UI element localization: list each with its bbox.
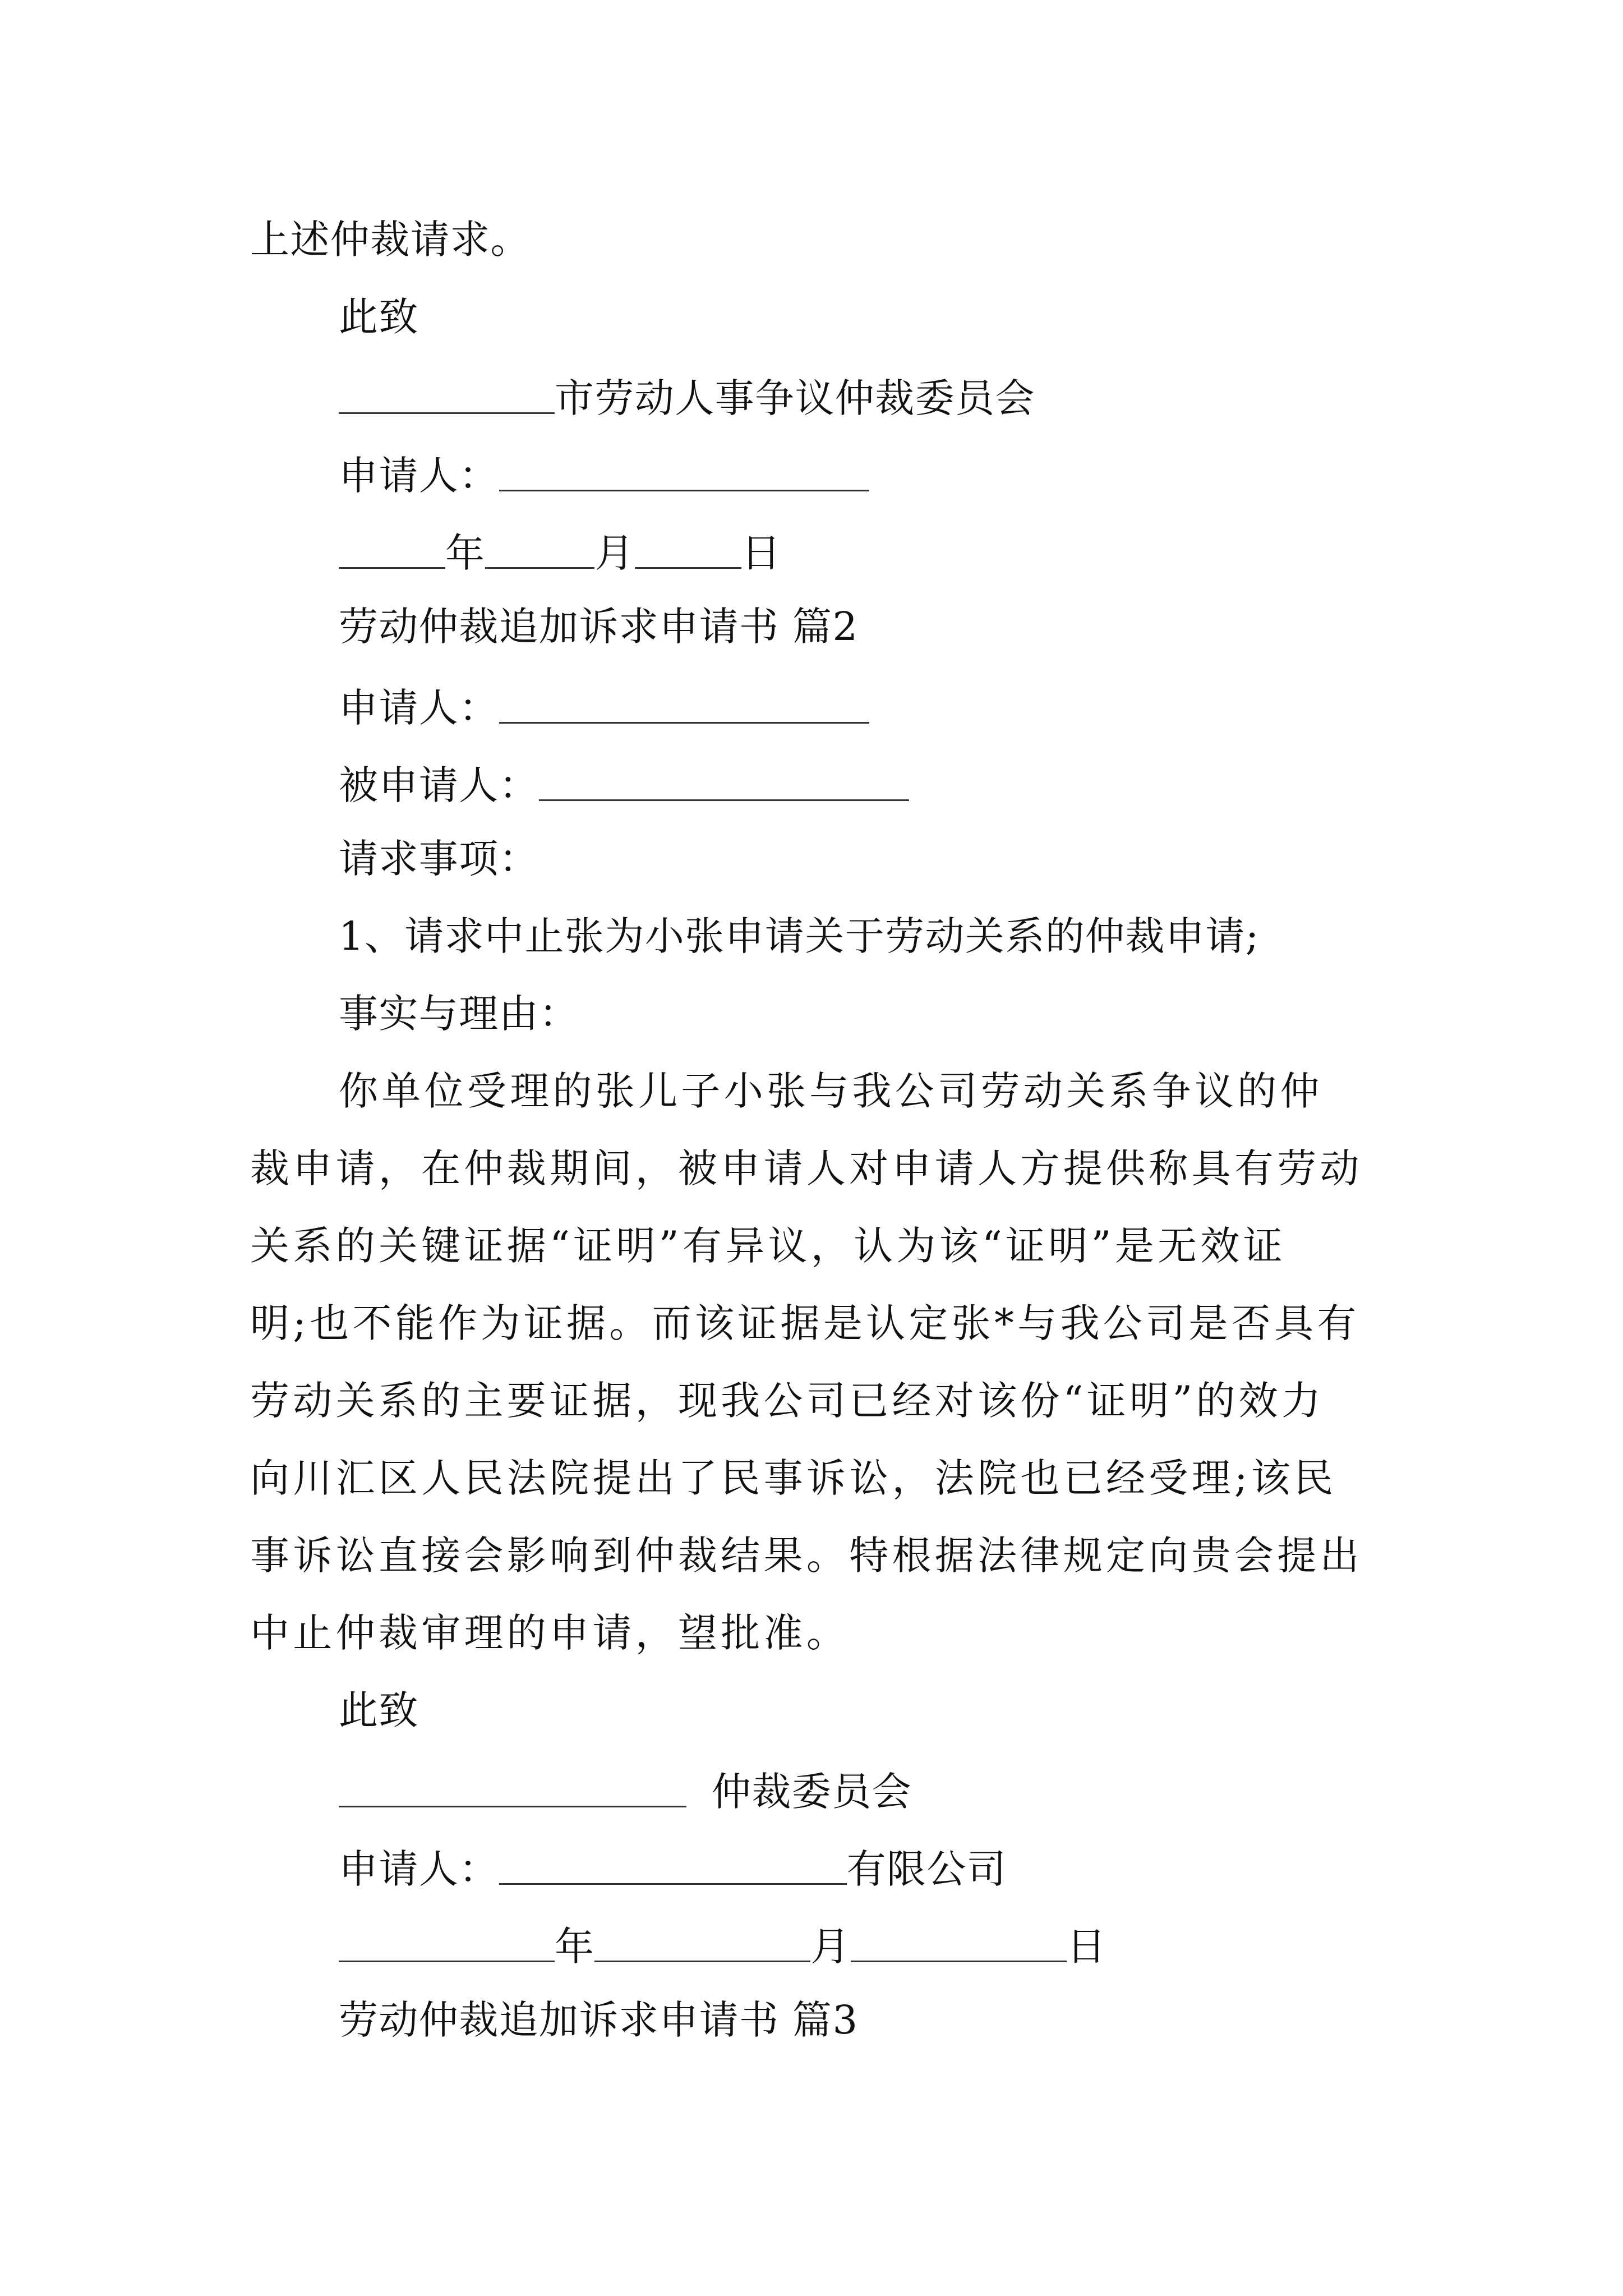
blank-field [499, 684, 869, 724]
claim-item: 1、请求中止张为小张申请关于劳动关系的仲裁申请; [339, 913, 1260, 959]
date-line [339, 530, 782, 576]
recipient-line [339, 1768, 912, 1815]
applicant-line [339, 452, 869, 499]
text-line: 上述仲裁请求。 [250, 217, 531, 263]
date-day-label: 日 [741, 530, 782, 576]
respondent-label: 被申请人： [339, 762, 539, 808]
blank-field [499, 452, 869, 491]
company-suffix: 有限公司 [846, 1846, 1007, 1892]
facts-heading: 事实与理由： [339, 991, 579, 1037]
blank-field [594, 1923, 810, 1962]
section-heading: 劳动仲裁追加诉求申请书 篇2 [339, 604, 859, 650]
date-day-label: 日 [1066, 1924, 1107, 1970]
date-month-label: 月 [810, 1924, 851, 1970]
section-heading: 劳动仲裁追加诉求申请书 篇3 [339, 1997, 859, 2043]
blank-field [339, 1768, 686, 1807]
paragraph-line: 明;也不能作为证据。而该证据是认定张*与我公司是否具有 [250, 1300, 1360, 1346]
paragraph-line: 事诉讼直接会影响到仲裁结果。特根据法律规定向贵会提出 [250, 1533, 1363, 1579]
paragraph-line: 关系的关键证据“证明”有异议，认为该“证明”是无效证 [250, 1223, 1286, 1269]
blank-field [339, 1923, 555, 1962]
salutation: 此致 [339, 1687, 419, 1733]
blank-field [339, 375, 555, 414]
blank-field [485, 530, 594, 569]
applicant-label: 申请人： [339, 1846, 499, 1892]
blank-field [539, 762, 909, 801]
recipient-line [339, 375, 1035, 421]
paragraph-line: 裁申请，在仲裁期间，被申请人对申请人方提供称具有劳动 [250, 1145, 1363, 1191]
blank-field [499, 1846, 847, 1885]
respondent-line [339, 762, 909, 808]
blank-field [339, 530, 445, 569]
recipient-text: 仲裁委员会 [712, 1769, 912, 1815]
blank-field [635, 530, 741, 569]
recipient-text: 市劳动人事争议仲裁委员会 [555, 375, 1035, 421]
applicant-line [339, 684, 869, 731]
date-month-label: 月 [594, 530, 635, 576]
claims-heading: 请求事项： [339, 836, 539, 882]
blank-field [851, 1923, 1067, 1962]
date-line [339, 1923, 1107, 1970]
paragraph-line: 向川汇区人民法院提出了民事诉讼，法院也已经受理;该民 [250, 1455, 1337, 1501]
date-year-label: 年 [445, 530, 486, 576]
date-year-label: 年 [555, 1924, 595, 1970]
paragraph-line: 中止仲裁审理的申请，望批准。 [250, 1610, 850, 1656]
salutation: 此致 [339, 294, 419, 340]
applicant-label: 申请人： [339, 685, 499, 731]
applicant-label: 申请人： [339, 453, 499, 499]
paragraph-line: 劳动关系的主要证据，现我公司已经对该份“证明”的效力 [250, 1378, 1325, 1424]
applicant-line [339, 1846, 1007, 1892]
paragraph-line: 你单位受理的张儿子小张与我公司劳动关系争议的仲 [339, 1068, 1323, 1114]
